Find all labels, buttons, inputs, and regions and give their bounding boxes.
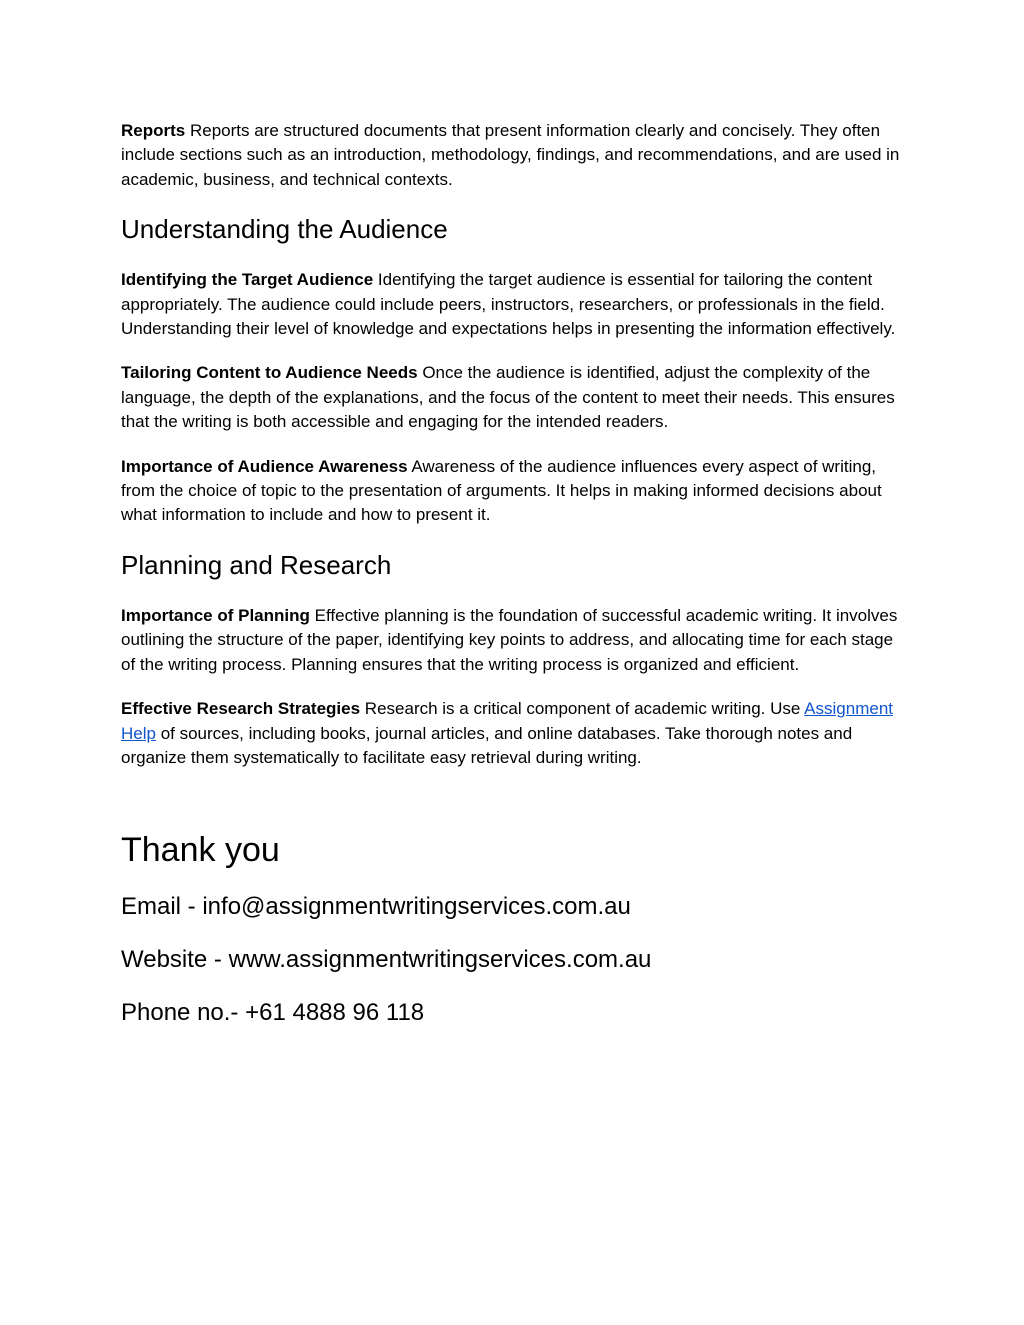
planning-importance-title: Importance of Planning xyxy=(121,605,310,625)
audience-paragraph-tailoring xyxy=(121,361,911,434)
reports-body: Reports are structured documents that present information clearly and concisely. They often include sections such as an introduction, methodology, findings, and recommendations, and are used in academic, business, and technical contexts. xyxy=(121,121,900,189)
reports-title: Reports xyxy=(121,121,186,140)
assignment-help-link[interactable]: Assignment Help xyxy=(121,699,893,743)
contact-phone: Phone no.- +61 4888 96 118 xyxy=(121,999,425,1027)
planning-paragraph-importance xyxy=(121,604,911,677)
thank-you-heading: Thank you xyxy=(121,831,280,870)
audience-paragraph-target xyxy=(121,268,911,341)
audience-target-title: Identifying the Target Audience xyxy=(121,270,374,290)
audience-heading: Understanding the Audience xyxy=(121,214,448,245)
planning-heading: Planning and Research xyxy=(121,549,392,580)
audience-tailoring-body: Once the audience is identified, adjust the complexity of the language, the depth of the explanations, and the focus of the content to meet their needs. This ensures that the writing is both accessible and engaging for the intended readers. xyxy=(121,363,895,432)
reports-paragraph xyxy=(121,119,911,192)
document-page xyxy=(121,119,911,1049)
contact-email: Email - info@assignmentwritingservices.com.au xyxy=(121,893,631,921)
planning-research-body-before: Research is a critical component of academic writing. Use xyxy=(364,699,801,719)
audience-tailoring-title: Tailoring Content to Audience Needs xyxy=(121,363,418,383)
audience-target-body: Identifying the target audience is essential for tailoring the content appropriately. The audience could include peers, instructors, researchers, or professionals in the field. Understanding their level of knowledge and expectations helps in presenting the information effectively. xyxy=(121,270,896,339)
planning-research-body-after: of sources, including books, journal articles, and online databases. Take thorough notes and organize them systematically to facilitate easy retrieval during writing. xyxy=(121,723,853,767)
planning-paragraph-research xyxy=(121,697,911,770)
audience-awareness-title: Importance of Audience Awareness xyxy=(121,456,408,476)
contact-website: Website - www.assignmentwritingservices.com.au xyxy=(121,946,652,974)
audience-awareness-body: Awareness of the audience influences every aspect of writing, from the choice of topic to the presentation of arguments. It helps in making informed decisions about what information to include and how to present it. xyxy=(121,456,882,525)
audience-paragraph-awareness xyxy=(121,455,911,528)
planning-importance-body: Effective planning is the foundation of successful academic writing. It involves outlining the structure of the paper, identifying key points to address, and allocating time for each stage of the writing process. Planning ensures that the writing process is organized and efficient. xyxy=(121,605,898,674)
planning-research-title: Effective Research Strategies xyxy=(121,699,361,719)
